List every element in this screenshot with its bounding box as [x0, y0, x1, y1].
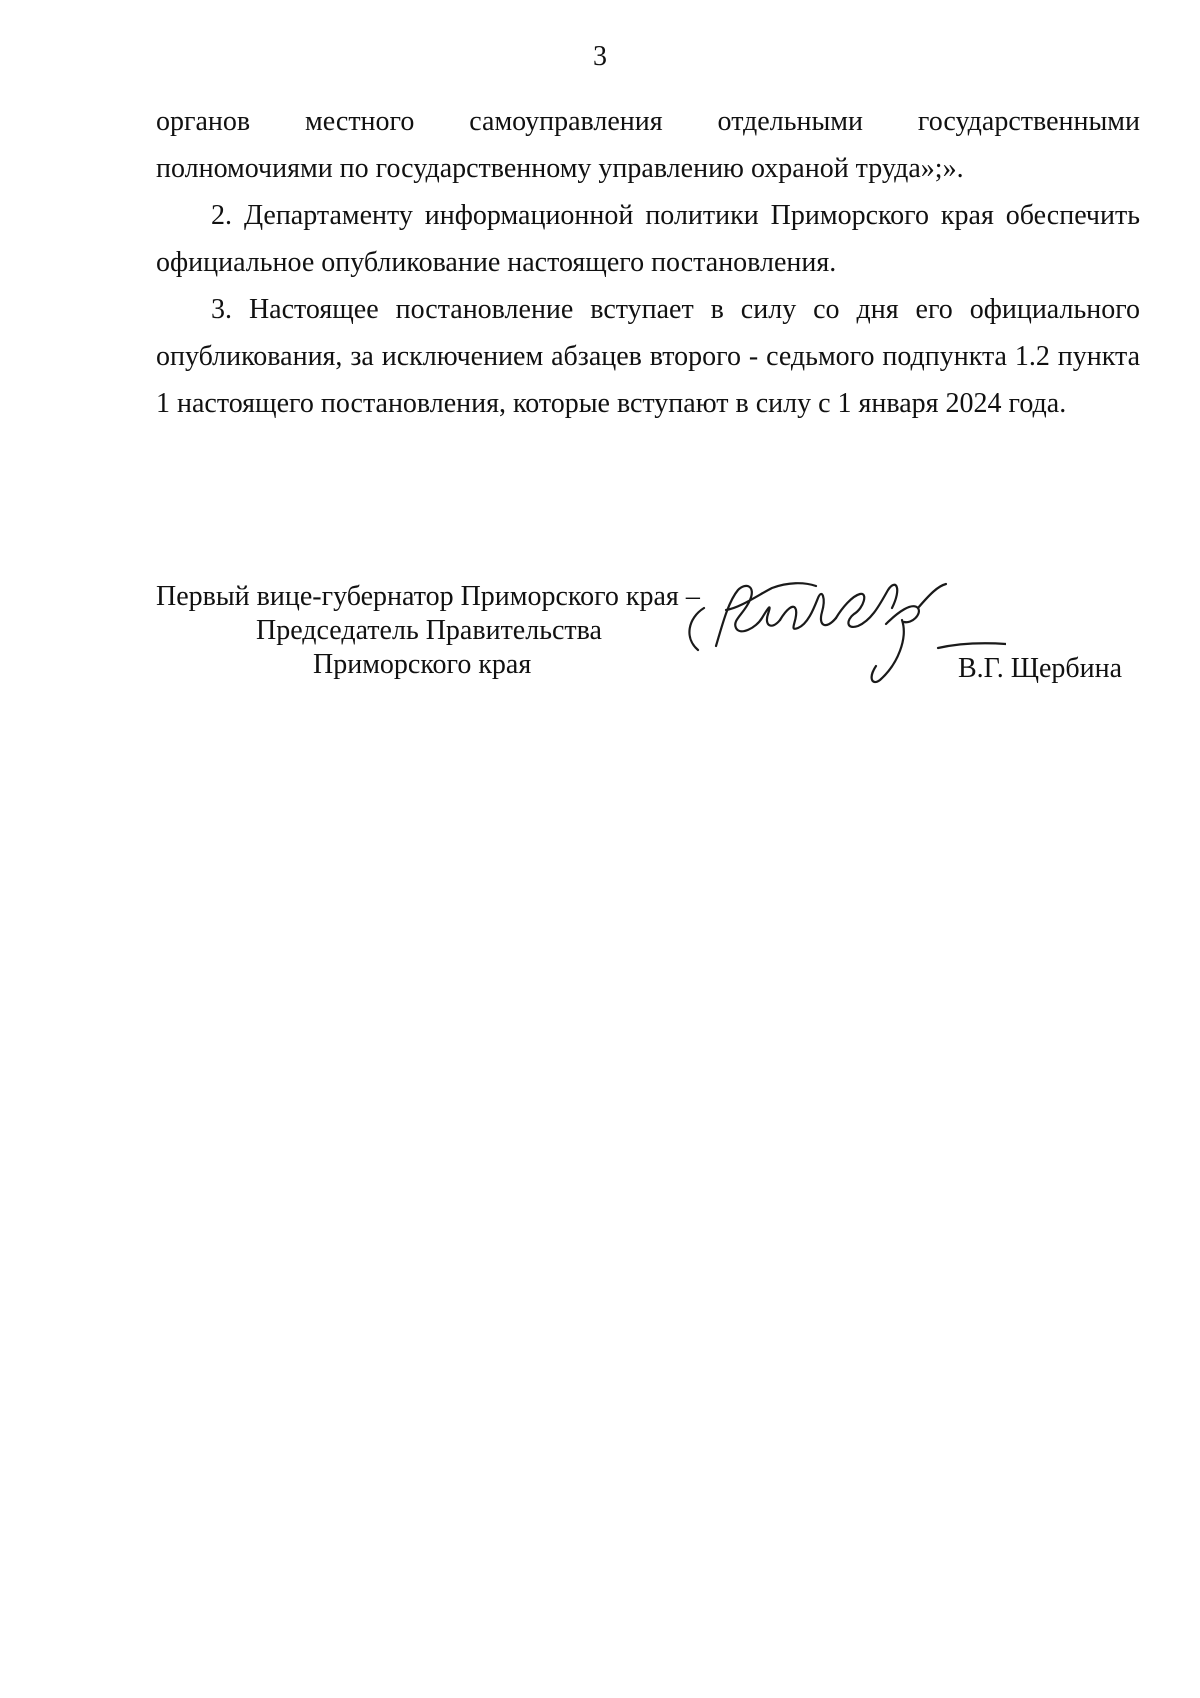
signatory-title-line-1: Первый вице-губернатор Приморского края – [156, 581, 700, 612]
signatory-title-line-3: Приморского края [313, 649, 532, 680]
signatory-title-line-2: Председатель Правительства [256, 615, 602, 646]
paragraph-continuation-line-2: полномочиями по государственному управлению охраной труда»;». [156, 153, 964, 184]
paragraph-3: 3. Настоящее постановление вступает в силу со дня его официального опубликования, за исключением абзацев второго - седьмого подпункта 1.2 пункта 1 настоящего постановления, которые вступают в силу с 1 января 2024 года. [156, 294, 1140, 419]
paragraph-continuation-line-1: органов местного самоуправления отдельными государственными [156, 106, 1140, 137]
page-number: 3 [593, 41, 607, 72]
handwritten-signature-icon [676, 568, 1006, 698]
document-body [156, 98, 1140, 427]
paragraph-continuation [156, 98, 1140, 192]
signatory-name: В.Г. Щербина [958, 653, 1123, 684]
signature-block [156, 580, 1140, 710]
paragraph-2: 2. Департаменту информационной политики Приморского края обеспечить официальное опубликование настоящего постановления. [156, 200, 1140, 278]
